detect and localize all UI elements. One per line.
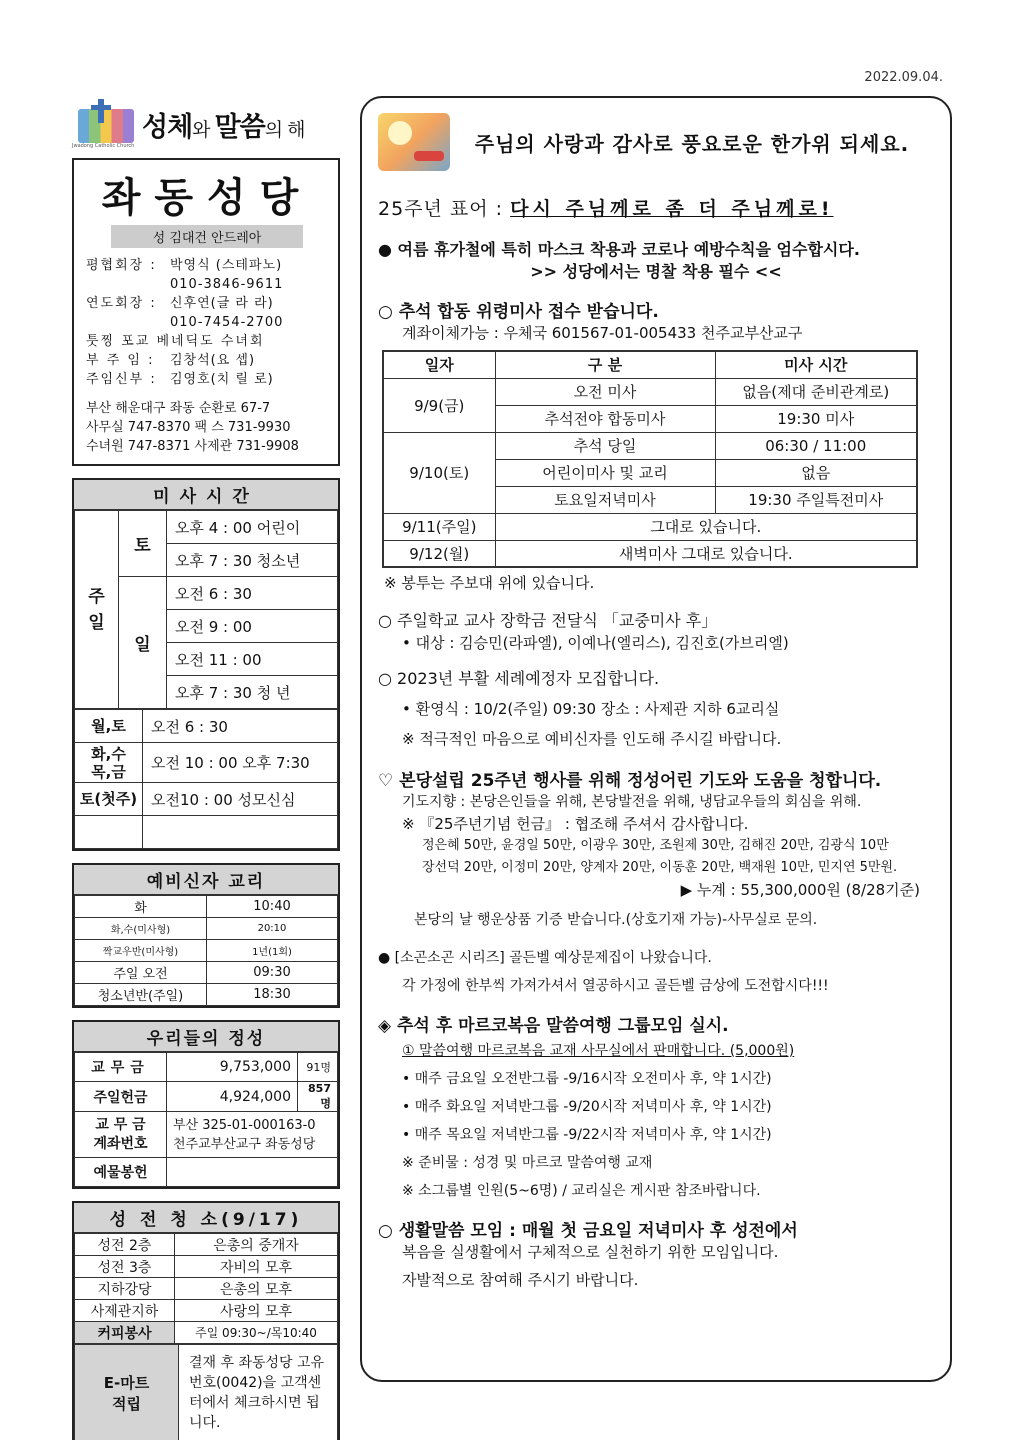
contact-info: 부산 해운대구 좌동 순환로 67-7 사무실 747-8370 팩 스 731-9930 수녀원 747-8371 사제관 731-9908 [86, 401, 299, 454]
mask-notice: ● 여름 휴가철에 특히 마스크 착용과 코로나 예방수칙을 엄수합시다. [378, 240, 860, 259]
year-theme: 성체와 말씀의 해 [142, 111, 305, 143]
chuseok-banner: 주님의 사랑과 감사로 풍요로운 한가위 되세요. [378, 110, 934, 174]
chuseok-schedule: 일자 구 분 미사 시간 9/9(금) 오전 미사 없음(제대 준비관계로) 추석전야 합동미사 19:30 미사 9/10(토) 추석 당일 06:30 / 11:00 어린이미사 및 교리 없음 토요일저녁미사 19:30 주일특전미사 9/11(주일) 그대로 있습니다. 9/12(월) 새벽미사 그대로 있습니다. [382, 350, 918, 568]
sunday-label: 주 일 [75, 511, 119, 709]
life-word-title: ○ 생활말씀 모임 : 매월 첫 금요일 저녁미사 후 성전에서 [378, 1221, 798, 1241]
cleaning-duty: 성 전 청 소(9/17) 성전 2층 은총의 중개자 성전 3층 자비의 모후 지하강당 은총의 모후 사제관지하 사랑의 모후 커피봉사 주일 09:30~/목10:40 E-마트 적립 결재 후 좌동성당 고유번호(0042)을 고객센터에서 체크하시면 됩니다. [72, 1201, 340, 1440]
parish-info [72, 158, 340, 466]
baptism-title: ○ 2023년 부활 세례예정자 모집합니다. [378, 669, 660, 688]
anniversary-title: ♡ 본당설립 25주년 행사를 위해 정성어린 기도와 도움을 청합니다. [378, 771, 882, 791]
patron-saint: 성 김대건 안드레아 [111, 225, 303, 248]
golden-bell-notice: ● [소곤소곤 시리즈] 골든벨 예상문제집이 나왔습니다. [378, 950, 712, 966]
catechumen-class: 예비신자 교리 화 10:40 화,수(미사형) 20:10 짝교우반(미사형) 1년(1회) 주일 오전 09:30 청소년반(주일) 18:30 [72, 863, 340, 1008]
mark-gospel-title: ◈ 추석 후 마르코복음 말씀여행 그룹모임 실시. [378, 1016, 729, 1036]
left-column [72, 96, 340, 1440]
anniversary-motto: 25주년 표어 : 다시 주님께로 좀 더 주님께로! [378, 198, 834, 220]
staff-list: 평협회장 : 박영식 (스테파노) 010-3846-9611 연도회장 : 신후연(글 라 라) 010-7454-2700 툿찡 포교 베네딕도 수녀회 부 주 임 : 김창석(요 셉) 주임신부 : 김영호(치 릴 로) [86, 258, 284, 387]
chuseok-mass-title: ○ 추석 합동 위령미사 접수 받습니다. [378, 302, 659, 322]
mass-times: 미사시간 주 일 토 오후 4 : 00 어린이 오후 7 : 30 청소년 일 오전 6 : 30 오전 9 : 00 오전 11 : 00 오후 7 : 30 청 년 월,토 오전 6 : 30 화,수 목,금 오전 10 : 00 오후 7:30 토(첫주) 오전10 : 00 성모신심 [72, 478, 340, 851]
scholarship-title: ○ 주일학교 교사 장학금 전달식 「교중미사 후」 [378, 611, 718, 630]
chuseok-illustration-icon [378, 113, 450, 171]
offerings: 우리들의 정성 교무금 9,753,000 91명 주일헌금 4,924,000 857명 교 무 금 계좌번호 부산 325-01-000163-0 천주교부산교구 좌동성당 예물봉헌 [72, 1020, 340, 1189]
church-logo-icon: Jwadong Catholic Church [72, 99, 136, 149]
header-logo [72, 96, 340, 152]
parish-name: 좌동성당 [101, 174, 313, 221]
bulletin-date: 2022.09.04. [864, 70, 943, 85]
right-column: 주님의 사랑과 감사로 풍요로운 한가위 되세요. 25주년 표어 : 다시 주님께로 좀 더 주님께로! ● 여름 휴가철에 특히 마스크 착용과 코로나 예방수칙을 엄수합시다. >> 성당에서는 명찰 착용 필수 << ○ 추석 합동 위령미사 접수 받습니다. 계좌이체가능 : 우체국 601567-01-005433 천주교부산교구 일자 구 분 미사 시간 9/9(금) 오전 미사 없음(제대 준비관계로) 추석전야 합동미사 19:30 미사 9/10(토) 추석 당일 06:30 / 11:00 어린이미사 및 교리 없음 토요일저녁미사 19:30 주일특전미사 9/11(주일) 그대로 있습니다. 9/12(월) 새벽미사 그대로 있습니다. ※ 봉투는 주보대 위에 있습니다. ○ 주일학교 교사 장학금 전달식 「교중미사 후」 • 대상 : 김승민(라파엘), 이예나(엘리스), 김진호(가브리엘) ○ 2023년 부활 세례예정자 모집합니다. • 환영식 : 10/2(주일) 09:30 장소 : 사제관 지하 6교리실 ※ 적극적인 마음으로 예비신자를 인도해 주시길 바랍니다. ♡ 본당설립 25주년 행사를 위해 정성어린 기도와 도움을 청합니다. 기도지향 : 본당은인들을 위해, 본당발전을 위해, 냉담교우들의 회심을 위해. ※ 『25주년기념 헌금』 : 협조해 주셔서 감사합니다. 정은혜 50만, 윤경일 50만, 이광우 30만, 조원제 30만, 김해진 20만, 김광식 10만 장선덕 20만, 이정미 20만, 양계자 20만, 이동훈 20만, 백재원 10만, 민지연 5만원. ▶ 누계 : 55,300,000원 (8/28기준) 본당의 날 행운상품 기증 받습니다.(상호기재 가능)-사무실로 문의. ● [소곤소곤 시리즈] 골든벨 예상문제집이 나왔습니다. 각 가정에 한부씩 가져가셔서 열공하시고 골든벨 금상에 도전합시다!!! ◈ 추석 후 마르코복음 말씀여행 그룹모임 실시. ① 말씀여행 마르코복음 교재 사무실에서 판매합니다. (5,000원) • 매주 금요일 오전반그룹 -9/16시작 오전미사 후, 약 1시간) • 매주 화요일 저녁반그룹 -9/20시작 저녁미사 후, 약 1시간) • 매주 목요일 저녁반그룹 -9/22시작 저녁미사 후, 약 1시간) ※ 준비물 : 성경 및 마르코 말씀여행 교재 ※ 소그룹별 인원(5~6명) / 교리실은 게시판 참조바랍니다. ○ 생활말씀 모임 : 매월 첫 금요일 저녁미사 후 성전에서 복음을 실생활에서 구체적으로 실천하기 위한 모임입니다. 자발적으로 참여해 주시기 바랍니다. [360, 96, 952, 1382]
